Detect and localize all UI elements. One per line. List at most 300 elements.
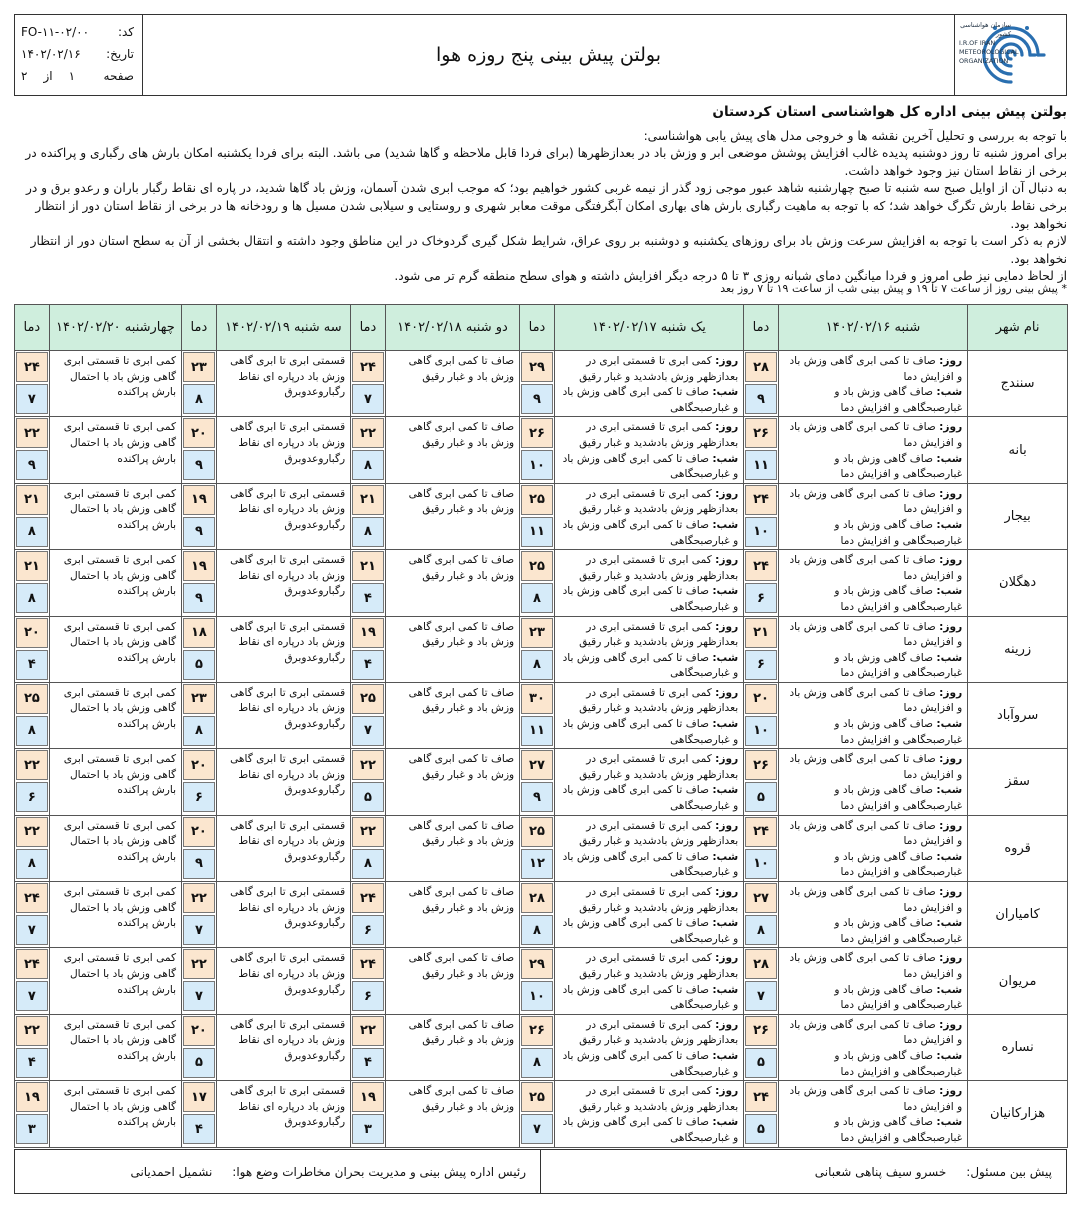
temperature-cell xyxy=(15,749,50,815)
temperature-cell xyxy=(351,682,386,748)
min-temp: ۵ xyxy=(745,1114,777,1144)
min-temp: ۱۲ xyxy=(521,849,553,879)
min-temp: ۵ xyxy=(745,782,777,812)
day-condition: کمی ابری تا قسمتی ابری در بعدازظهر وزش بادشدید و غبار رقیق xyxy=(579,753,739,781)
min-temp: ۶ xyxy=(352,981,384,1011)
min-temp: ۴ xyxy=(16,650,48,680)
forecast-condition xyxy=(554,550,743,616)
night-label: شب: xyxy=(712,1049,739,1062)
day-condition: صاف تا کمی ابری گاهی وزش باد و افزایش دما xyxy=(789,952,963,980)
city-name: بیجار xyxy=(968,483,1068,549)
temperature-cell xyxy=(351,351,386,417)
code-label: کد: xyxy=(117,25,134,39)
header-day: سه شنبه ۱۴۰۲/۰۲/۱۹ xyxy=(216,305,350,351)
forecast-summary xyxy=(14,104,1067,286)
night-condition: صاف گاهی وزش باد و غبارصبحگاهی و افزایش دما xyxy=(834,518,963,547)
night-condition: صاف گاهی وزش باد و غبارصبحگاهی و افزایش دما xyxy=(834,917,963,945)
temperature-cell xyxy=(351,815,386,881)
max-temp: ۲۴ xyxy=(745,485,777,515)
night-condition: صاف تا کمی ابری گاهی وزش باد و غبارصبحگاهی xyxy=(562,585,739,613)
temperature-cell xyxy=(182,1014,217,1080)
temperature-cell xyxy=(182,351,217,417)
head-cell xyxy=(15,1150,541,1193)
max-temp: ۲۲ xyxy=(352,1016,384,1046)
max-temp: ۲۴ xyxy=(352,949,384,979)
night-label: شب: xyxy=(936,386,963,399)
temperature-cell xyxy=(182,417,217,483)
day-label: روز: xyxy=(715,620,739,633)
forecast-condition: قسمتی ابری تا ابری گاهی وزش باد درپاره ای نقاط رگباروعدوبرق xyxy=(216,948,350,1014)
temperature-cell xyxy=(351,483,386,549)
header-temp: دما xyxy=(182,305,217,351)
city-name: بانه xyxy=(968,417,1068,483)
temperature-cell xyxy=(15,616,50,682)
day-label: روز: xyxy=(939,487,963,500)
forecast-condition xyxy=(778,882,967,948)
summary-paragraph: با توجه به بررسی و تحلیل آخرین نقشه ها و خروجی مدل های پیش یابی هواشناسی: xyxy=(643,128,1067,143)
temperature-cell xyxy=(15,815,50,881)
night-condition: صاف گاهی وزش باد و غبارصبحگاهی و افزایش دما xyxy=(834,386,963,414)
temperature-cell xyxy=(520,550,555,616)
night-condition: صاف تا کمی ابری گاهی وزش باد و غبارصبحگاهی xyxy=(562,850,739,879)
header-temp: دما xyxy=(351,305,386,351)
night-condition: صاف گاهی وزش باد و غبارصبحگاهی و افزایش دما xyxy=(834,1049,963,1078)
min-temp: ۹ xyxy=(183,849,215,879)
day-condition: صاف تا کمی ابری گاهی وزش باد و افزایش دما xyxy=(789,355,963,383)
max-temp: ۱۹ xyxy=(183,551,215,581)
forecast-condition xyxy=(554,815,743,881)
day-condition: کمی ابری تا قسمتی ابری در بعدازظهر وزش بادشدید و غبار رقیق xyxy=(579,620,739,649)
table-header-row xyxy=(15,305,1068,351)
table-row xyxy=(15,815,1068,881)
min-temp: ۵ xyxy=(183,1048,215,1078)
min-temp: ۱۱ xyxy=(521,517,553,547)
day-condition: کمی ابری تا قسمتی ابری در بعدازظهر وزش بادشدید و غبار رقیق xyxy=(579,819,739,848)
forecast-condition: کمی ابری تا قسمتی ابری گاهی وزش باد با احتمال بارش پراکنده xyxy=(49,417,181,483)
day-condition: کمی ابری تا قسمتی ابری در بعدازظهر وزش بادشدید و غبار رقیق xyxy=(579,355,739,383)
max-temp: ۲۲ xyxy=(16,1016,48,1046)
temperature-cell xyxy=(351,882,386,948)
header-city: نام شهر xyxy=(968,305,1068,351)
night-label: شب: xyxy=(712,784,739,797)
night-condition: صاف تا کمی ابری گاهی وزش باد و غبارصبحگاهی xyxy=(562,651,739,680)
day-label: روز: xyxy=(939,1085,963,1098)
forecast-condition xyxy=(778,351,967,417)
day-label: روز: xyxy=(939,952,963,965)
max-temp: ۲۶ xyxy=(521,1016,553,1046)
forecast-condition: قسمتی ابری تا ابری گاهی وزش باد درپاره ای نقاط رگباروعدوبرق xyxy=(216,351,350,417)
temperature-cell xyxy=(520,1081,555,1147)
table-row xyxy=(15,483,1068,549)
max-temp: ۲۱ xyxy=(352,551,384,581)
forecast-condition xyxy=(554,1014,743,1080)
temperature-cell xyxy=(351,616,386,682)
day-label: روز: xyxy=(715,421,739,434)
forecast-condition: صاف تا کمی ابری گاهی وزش باد و غبار رقیق xyxy=(385,351,519,417)
page-total: ۲ xyxy=(21,69,28,83)
max-temp: ۱۹ xyxy=(352,1082,384,1112)
organization-logo xyxy=(954,15,1066,95)
max-temp: ۲۵ xyxy=(521,817,553,847)
max-temp: ۲۲ xyxy=(16,817,48,847)
max-temp: ۲۰ xyxy=(183,418,215,448)
night-label: شب: xyxy=(936,983,963,996)
forecast-condition xyxy=(554,749,743,815)
max-temp: ۲۶ xyxy=(745,1016,777,1046)
min-temp: ۶ xyxy=(352,915,384,945)
city-name: نساره xyxy=(968,1014,1068,1080)
temperature-cell xyxy=(744,351,779,417)
forecast-condition: صاف تا کمی ابری گاهی وزش باد و غبار رقیق xyxy=(385,417,519,483)
night-condition: صاف گاهی وزش باد و غبارصبحگاهی و افزایش دما xyxy=(834,850,963,879)
max-temp: ۲۰ xyxy=(183,817,215,847)
city-name: دهگلان xyxy=(968,550,1068,616)
min-temp: ۴ xyxy=(16,1048,48,1078)
day-condition: کمی ابری تا قسمتی ابری در بعدازظهر وزش بادشدید و غبار رقیق xyxy=(579,487,739,516)
temperature-cell xyxy=(744,948,779,1014)
day-condition: صاف تا کمی ابری گاهی وزش باد و افزایش دما xyxy=(789,487,963,516)
night-condition: صاف گاهی وزش باد و غبارصبحگاهی و افزایش دما xyxy=(834,784,963,813)
summary-heading: بولتن پیش بینی اداره کل هواشناسی استان کردستان xyxy=(712,104,1067,120)
table-row xyxy=(15,882,1068,948)
night-label: شب: xyxy=(936,718,963,731)
max-temp: ۲۴ xyxy=(352,352,384,382)
forecast-condition xyxy=(554,882,743,948)
day-condition: کمی ابری تا قسمتی ابری در بعدازظهر وزش بادشدید و غبار رقیق xyxy=(579,554,739,582)
city-name: سنندج xyxy=(968,351,1068,417)
max-temp: ۲۲ xyxy=(16,750,48,780)
forecast-condition: کمی ابری تا قسمتی ابری گاهی وزش باد با احتمال بارش پراکنده xyxy=(49,682,181,748)
night-condition: صاف تا کمی ابری گاهی وزش باد و غبارصبحگاهی xyxy=(562,452,739,481)
min-temp: ۷ xyxy=(16,384,48,414)
night-label: شب: xyxy=(712,452,739,465)
max-temp: ۲۶ xyxy=(745,418,777,448)
min-temp: ۶ xyxy=(745,583,777,613)
min-temp: ۴ xyxy=(352,650,384,680)
city-name: قروه xyxy=(968,815,1068,881)
max-temp: ۲۵ xyxy=(521,551,553,581)
temperature-cell xyxy=(520,749,555,815)
max-temp: ۲۱ xyxy=(16,551,48,581)
night-label: شب: xyxy=(936,917,963,930)
min-temp: ۱۱ xyxy=(745,450,777,480)
header-temp: دما xyxy=(744,305,779,351)
day-condition: کمی ابری تا قسمتی ابری در بعدازظهر وزش بادشدید و غبار رقیق xyxy=(579,686,739,715)
day-condition: کمی ابری تا قسمتی ابری در بعدازظهر وزش بادشدید و غبار رقیق xyxy=(579,886,739,914)
night-label: شب: xyxy=(936,784,963,797)
forecast-condition xyxy=(554,616,743,682)
table-row xyxy=(15,682,1068,748)
max-temp: ۲۲ xyxy=(16,418,48,448)
night-condition: صاف گاهی وزش باد و غبارصبحگاهی و افزایش دما xyxy=(834,651,963,680)
forecast-condition xyxy=(554,351,743,417)
max-temp: ۲۸ xyxy=(745,949,777,979)
temperature-cell xyxy=(744,483,779,549)
table-row xyxy=(15,417,1068,483)
temperature-cell xyxy=(182,682,217,748)
logo-text-en-3: ORGANIZATION xyxy=(959,57,1009,65)
min-temp: ۱۰ xyxy=(745,849,777,879)
forecast-condition: کمی ابری تا قسمتی ابری گاهی وزش باد با احتمال بارش پراکنده xyxy=(49,483,181,549)
summary-paragraph: از لحاظ دمایی نیز طی امروز و فردا میانگین دمای شبانه روزی ۳ تا ۵ درجه دیگر افزایش داشته و هوای سطح منطقه گرم تر می شود. xyxy=(394,269,1067,284)
forecast-condition: صاف تا کمی ابری گاهی وزش باد و غبار رقیق xyxy=(385,1081,519,1147)
min-temp: ۹ xyxy=(16,450,48,480)
temperature-cell xyxy=(351,948,386,1014)
forecast-condition: قسمتی ابری تا ابری گاهی وزش باد درپاره ای نقاط رگباروعدوبرق xyxy=(216,1014,350,1080)
min-temp: ۳ xyxy=(16,1114,48,1144)
min-temp: ۶ xyxy=(183,782,215,812)
day-label: روز: xyxy=(715,886,739,898)
day-label: روز: xyxy=(715,686,739,699)
temperature-cell xyxy=(15,351,50,417)
max-temp: ۱۹ xyxy=(183,485,215,515)
temperature-cell xyxy=(182,483,217,549)
max-temp: ۲۴ xyxy=(745,817,777,847)
night-condition: صاف تا کمی ابری گاهی وزش باد و غبارصبحگاهی xyxy=(562,917,739,945)
table-row xyxy=(15,351,1068,417)
min-temp: ۷ xyxy=(16,981,48,1011)
max-temp: ۲۴ xyxy=(16,949,48,979)
temperature-cell xyxy=(351,749,386,815)
forecast-condition: قسمتی ابری تا ابری گاهی وزش باد درپاره ای نقاط رگباروعدوبرق xyxy=(216,417,350,483)
min-temp: ۵ xyxy=(183,650,215,680)
max-temp: ۲۴ xyxy=(352,883,384,913)
header-day: چهارشنبه ۱۴۰۲/۰۲/۲۰ xyxy=(49,305,181,351)
temperature-cell xyxy=(182,815,217,881)
min-temp: ۸ xyxy=(16,849,48,879)
city-name: کامیاران xyxy=(968,882,1068,948)
max-temp: ۱۷ xyxy=(183,1082,215,1112)
day-label: روز: xyxy=(939,886,963,898)
day-label: روز: xyxy=(715,753,739,766)
min-temp: ۹ xyxy=(183,583,215,613)
forecast-condition xyxy=(778,483,967,549)
header-day: شنبه ۱۴۰۲/۰۲/۱۶ xyxy=(778,305,967,351)
min-temp: ۹ xyxy=(745,384,777,414)
day-label: روز: xyxy=(939,421,963,434)
temperature-cell xyxy=(182,550,217,616)
day-condition: صاف تا کمی ابری گاهی وزش باد و افزایش دما xyxy=(789,886,963,914)
date-value: ۱۴۰۲/۰۲/۱۶ xyxy=(21,47,81,61)
forecast-time-note: * پیش بینی روز از ساعت ۷ تا ۱۹ و پیش بینی شب از ساعت ۱۹ تا ۷ روز بعد xyxy=(720,282,1067,295)
forecast-condition: صاف تا کمی ابری گاهی وزش باد و غبار رقیق xyxy=(385,948,519,1014)
temperature-cell xyxy=(351,417,386,483)
min-temp: ۹ xyxy=(183,450,215,480)
forecast-condition: قسمتی ابری تا ابری گاهی وزش باد درپاره ای نقاط رگباروعدوبرق xyxy=(216,616,350,682)
forecast-table xyxy=(14,304,1068,1148)
forecast-condition xyxy=(778,1014,967,1080)
forecast-condition xyxy=(778,948,967,1014)
temperature-cell xyxy=(520,483,555,549)
temperature-cell xyxy=(182,616,217,682)
max-temp: ۲۰ xyxy=(183,1016,215,1046)
min-temp: ۴ xyxy=(352,1048,384,1078)
day-label: روز: xyxy=(939,620,963,633)
max-temp: ۲۴ xyxy=(745,551,777,581)
table-row xyxy=(15,1081,1068,1147)
table-row xyxy=(15,749,1068,815)
date-label: تاریخ: xyxy=(106,47,134,61)
night-label: شب: xyxy=(936,452,963,465)
min-temp: ۸ xyxy=(745,915,777,945)
temperature-cell xyxy=(15,682,50,748)
forecast-condition xyxy=(778,550,967,616)
forecast-condition xyxy=(554,483,743,549)
forecaster-name: خسرو سیف پناهی شعبانی xyxy=(814,1164,947,1179)
day-condition: صاف تا کمی ابری گاهی وزش باد و افزایش دما xyxy=(789,620,963,649)
forecaster-cell xyxy=(541,1150,1066,1193)
max-temp: ۱۹ xyxy=(352,618,384,648)
temperature-cell xyxy=(182,749,217,815)
max-temp: ۳۰ xyxy=(521,684,553,714)
max-temp: ۲۷ xyxy=(745,883,777,913)
night-label: شب: xyxy=(712,1116,739,1129)
min-temp: ۴ xyxy=(183,1114,215,1144)
temperature-cell xyxy=(744,882,779,948)
max-temp: ۲۸ xyxy=(521,883,553,913)
min-temp: ۷ xyxy=(16,915,48,945)
min-temp: ۸ xyxy=(521,1048,553,1078)
forecast-condition xyxy=(778,815,967,881)
min-temp: ۶ xyxy=(745,650,777,680)
day-label: روز: xyxy=(939,753,963,766)
max-temp: ۲۲ xyxy=(352,817,384,847)
night-label: شب: xyxy=(712,386,739,399)
forecast-condition xyxy=(778,682,967,748)
forecast-condition xyxy=(554,417,743,483)
bulletin-footer xyxy=(14,1149,1067,1194)
min-temp: ۹ xyxy=(521,384,553,414)
max-temp: ۲۱ xyxy=(352,485,384,515)
forecast-condition: صاف تا کمی ابری گاهی وزش باد و غبار رقیق xyxy=(385,815,519,881)
forecast-condition: قسمتی ابری تا ابری گاهی وزش باد درپاره ای نقاط رگباروعدوبرق xyxy=(216,550,350,616)
max-temp: ۲۹ xyxy=(521,949,553,979)
temperature-cell xyxy=(15,882,50,948)
table-row xyxy=(15,550,1068,616)
night-label: شب: xyxy=(936,1116,963,1129)
day-condition: کمی ابری تا قسمتی ابری در بعدازظهر وزش بادشدید و غبار رقیق xyxy=(579,1085,739,1113)
logo-text-en-1: I.R.OF IRAN xyxy=(959,39,996,47)
min-temp: ۷ xyxy=(183,981,215,1011)
forecast-condition xyxy=(778,749,967,815)
max-temp: ۲۳ xyxy=(521,618,553,648)
temperature-cell xyxy=(15,1081,50,1147)
summary-paragraph: لازم به ذکر است با توجه به افزایش سرعت وزش باد برای روزهای یکشنبه و دوشنبه بر روی عراق، شرایط شکل گیری گردوخاک در این مناطق وجود داشته و انتقال بخشی از آن به سطح استان دور از انتظار نخواهد بود. xyxy=(30,234,1067,266)
max-temp: ۲۵ xyxy=(352,684,384,714)
temperature-cell xyxy=(15,417,50,483)
head-label: رئیس اداره پیش بینی و مدیریت بحران مخاطرات وضع هوا: xyxy=(232,1164,526,1179)
day-condition: صاف تا کمی ابری گاهی وزش باد و افزایش دما xyxy=(789,421,963,449)
temperature-cell xyxy=(744,749,779,815)
min-temp: ۱۰ xyxy=(521,981,553,1011)
day-label: روز: xyxy=(715,355,739,367)
min-temp: ۵ xyxy=(352,782,384,812)
forecast-condition: صاف تا کمی ابری گاهی وزش باد و غبار رقیق xyxy=(385,483,519,549)
day-label: روز: xyxy=(939,554,963,567)
night-label: شب: xyxy=(936,585,963,598)
night-condition: صاف گاهی وزش باد و غبارصبحگاهی و افزایش دما xyxy=(834,983,963,1012)
day-label: روز: xyxy=(939,1018,963,1031)
day-condition: کمی ابری تا قسمتی ابری در بعدازظهر وزش بادشدید و غبار رقیق xyxy=(579,1018,739,1047)
max-temp: ۲۲ xyxy=(352,418,384,448)
min-temp: ۸ xyxy=(352,517,384,547)
code-value: FO-۱۱-۰۲/۰۰ xyxy=(21,25,90,39)
night-label: شب: xyxy=(936,518,963,531)
forecast-condition: صاف تا کمی ابری گاهی وزش باد و غبار رقیق xyxy=(385,550,519,616)
max-temp: ۲۶ xyxy=(521,418,553,448)
forecast-condition: صاف تا کمی ابری گاهی وزش باد و غبار رقیق xyxy=(385,682,519,748)
day-condition: صاف تا کمی ابری گاهی وزش باد و افزایش دما xyxy=(789,753,963,781)
document-meta xyxy=(15,15,143,95)
min-temp: ۷ xyxy=(183,915,215,945)
night-label: شب: xyxy=(712,850,739,863)
night-label: شب: xyxy=(712,651,739,664)
summary-paragraph: به دنبال آن از اوایل صبح سه شنبه تا صبح چهارشنبه شاهد عبور موجی زود گذر از نیمه غربی کشور خواهیم بود؛ که موجب ابری شدن آسمان، وزش باد گاها شدید، در پاره ای نقاط رگبار باران و رعدو برق و در برخی نقاط بارش تگرگ خواهد شد؛ که با توجه به ماهیت رگباری بارش های بهاری امکان آبگرفتگی موقت معابر شهری و روستایی و سیلابی شدن مسیل ها و رودخانه ها در برخی از نقاط استان دور از انتظار نخواهد بود. xyxy=(25,181,1067,231)
night-label: شب: xyxy=(712,518,739,531)
max-temp: ۲۲ xyxy=(183,949,215,979)
min-temp: ۱۰ xyxy=(521,450,553,480)
max-temp: ۲۳ xyxy=(183,684,215,714)
night-label: شب: xyxy=(712,917,739,930)
forecast-condition: کمی ابری تا قسمتی ابری گاهی وزش باد با احتمال بارش پراکنده xyxy=(49,749,181,815)
forecast-condition xyxy=(778,417,967,483)
max-temp: ۲۵ xyxy=(16,684,48,714)
day-condition: صاف تا کمی ابری گاهی وزش باد و افزایش دما xyxy=(789,1018,963,1047)
city-name: مریوان xyxy=(968,948,1068,1014)
temperature-cell xyxy=(520,417,555,483)
day-condition: صاف تا کمی ابری گاهی وزش باد و افزایش دما xyxy=(789,1085,963,1113)
forecast-condition: قسمتی ابری تا ابری گاهی وزش باد درپاره ای نقاط رگباروعدوبرق xyxy=(216,815,350,881)
day-label: روز: xyxy=(715,487,739,500)
bulletin-header xyxy=(14,14,1067,96)
min-temp: ۸ xyxy=(16,583,48,613)
forecast-condition xyxy=(554,682,743,748)
temperature-cell xyxy=(351,1014,386,1080)
temperature-cell xyxy=(520,351,555,417)
page-current: ۱ xyxy=(68,69,76,83)
max-temp: ۲۵ xyxy=(521,485,553,515)
min-temp: ۵ xyxy=(745,1048,777,1078)
day-condition: صاف تا کمی ابری گاهی وزش باد و افزایش دما xyxy=(789,819,963,848)
temperature-cell xyxy=(520,616,555,682)
temperature-cell xyxy=(15,550,50,616)
bulletin-title: بولتن پیش بینی پنج روزه هوا xyxy=(436,44,662,66)
temperature-cell xyxy=(182,948,217,1014)
night-condition: صاف تا کمی ابری گاهی وزش باد و غبارصبحگاهی xyxy=(562,518,739,547)
forecast-condition: صاف تا کمی ابری گاهی وزش باد و غبار رقیق xyxy=(385,749,519,815)
forecast-condition: کمی ابری تا قسمتی ابری گاهی وزش باد با احتمال بارش پراکنده xyxy=(49,351,181,417)
forecast-condition xyxy=(778,616,967,682)
max-temp: ۲۲ xyxy=(352,750,384,780)
forecast-condition: صاف تا کمی ابری گاهی وزش باد و غبار رقیق xyxy=(385,1014,519,1080)
day-label: روز: xyxy=(939,819,963,832)
night-label: شب: xyxy=(712,983,739,996)
max-temp: ۲۱ xyxy=(745,618,777,648)
forecast-condition: کمی ابری تا قسمتی ابری گاهی وزش باد با احتمال بارش پراکنده xyxy=(49,948,181,1014)
temperature-cell xyxy=(520,682,555,748)
night-condition: صاف تا کمی ابری گاهی وزش باد و غبارصبحگاهی xyxy=(562,1116,739,1144)
temperature-cell xyxy=(744,1081,779,1147)
header-temp: دما xyxy=(15,305,50,351)
max-temp: ۲۰ xyxy=(745,684,777,714)
temperature-cell xyxy=(520,948,555,1014)
min-temp: ۷ xyxy=(352,384,384,414)
night-condition: صاف گاهی وزش باد و غبارصبحگاهی و افزایش دما xyxy=(834,718,963,746)
temperature-cell xyxy=(520,1014,555,1080)
night-condition: صاف تا کمی ابری گاهی وزش باد و غبارصبحگاهی xyxy=(562,983,739,1012)
day-label: روز: xyxy=(715,554,739,567)
max-temp: ۲۴ xyxy=(16,352,48,382)
